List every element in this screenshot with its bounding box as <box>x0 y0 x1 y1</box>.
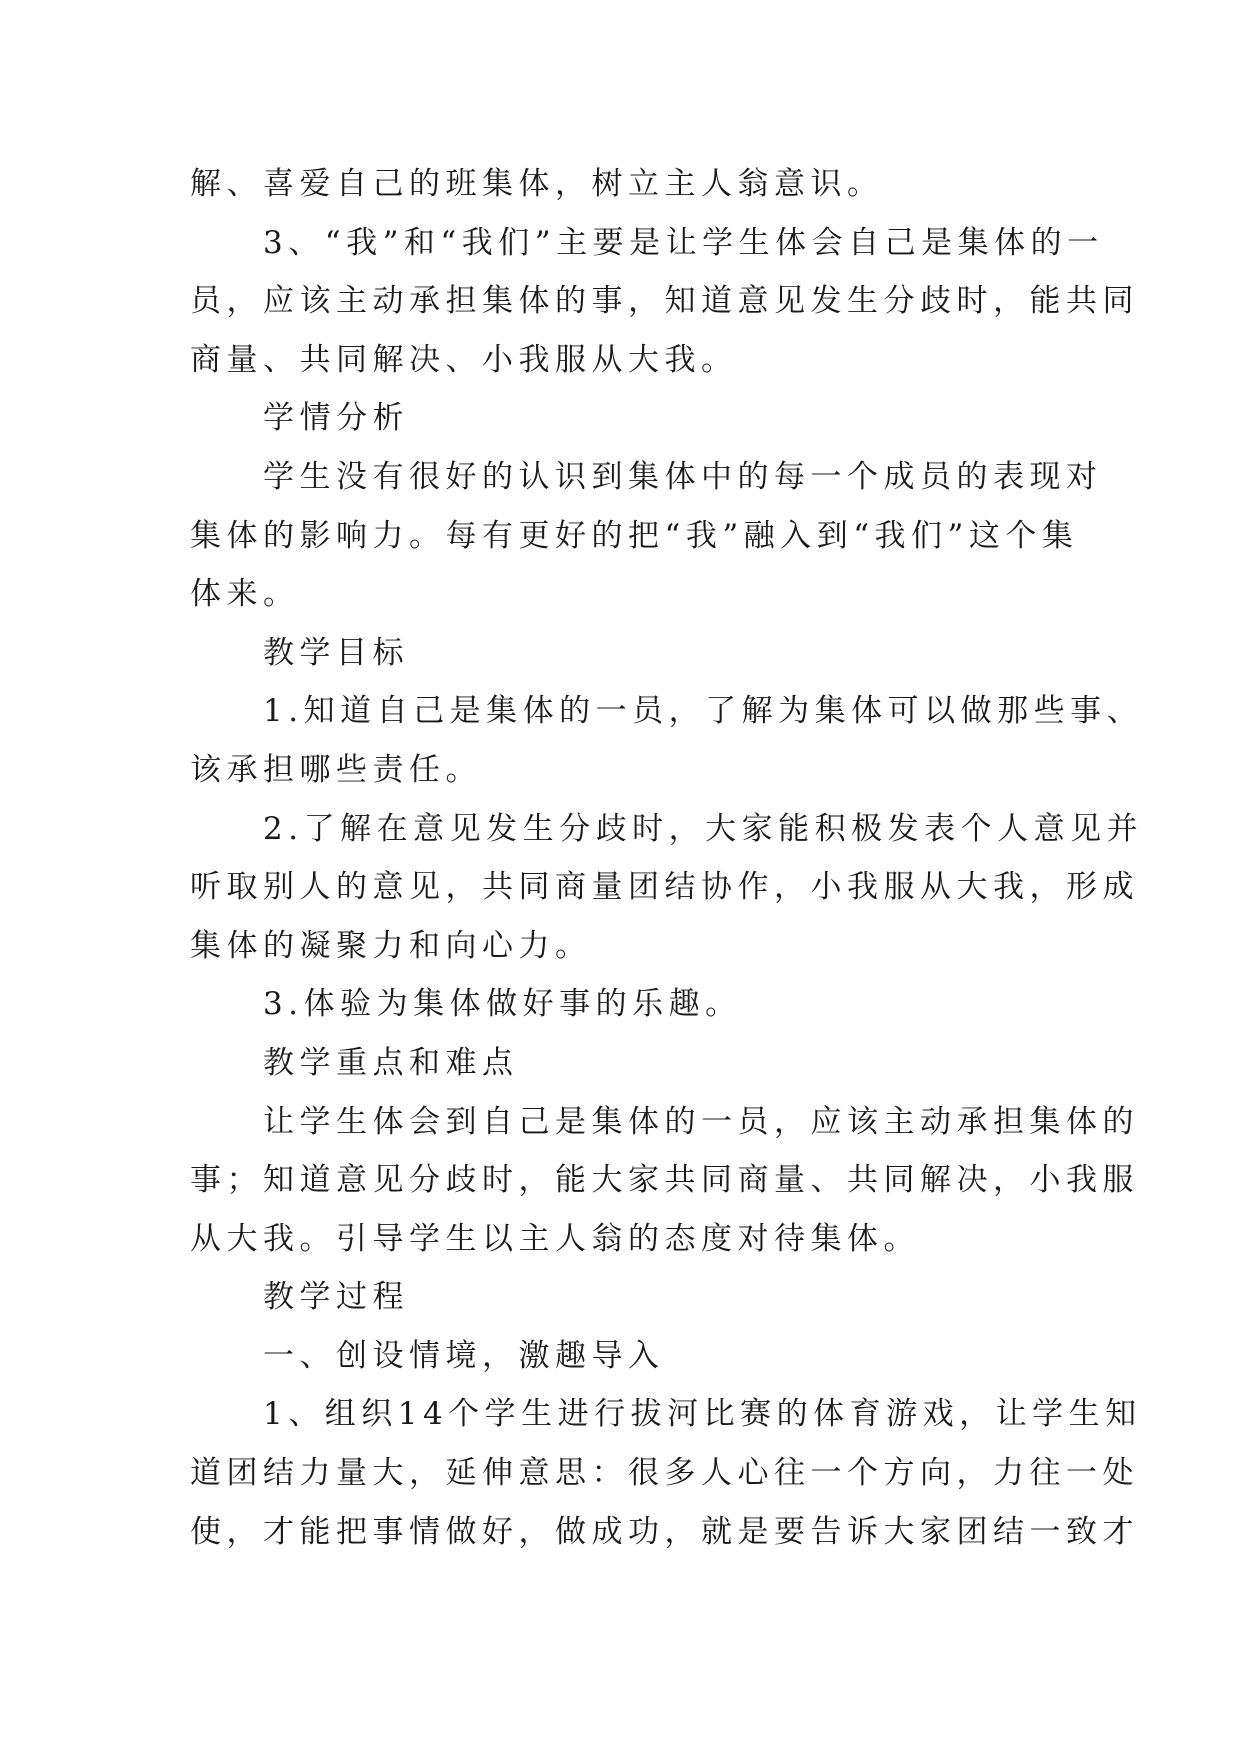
section-heading: 教学重点和难点 <box>190 1044 519 1081</box>
text-line: 3、“我”和“我们”主要是让学生体会自己是集体的一 <box>190 224 1104 261</box>
text-line: 1.知道自己是集体的一员，了解为集体可以做那些事、 <box>190 693 1144 730</box>
section-heading: 学情分析 <box>190 400 409 437</box>
text-line: 让学生体会到自己是集体的一员，应该主动承担集体的 <box>190 1103 1139 1140</box>
text-line: 从大我。引导学生以主人翁的态度对待集体。 <box>190 1220 920 1257</box>
text-line: 听取别人的意见，共同商量团结协作，小我服从大我，形成 <box>190 869 1139 906</box>
document-body <box>190 155 1144 1561</box>
text-line: 使，才能把事情做好，做成功，就是要告诉大家团结一致才 <box>190 1513 1139 1550</box>
text-line: 道团结力量大，延伸意思：很多人心往一个方向，力往一处 <box>190 1455 1139 1492</box>
text-line: 2.了解在意见发生分歧时，大家能积极发表个人意见并 <box>190 810 1144 847</box>
text-line: 集体的影响力。每有更好的把“我”融入到“我们”这个集 <box>190 517 1079 554</box>
section-heading: 教学过程 <box>190 1279 409 1316</box>
text-line: 员，应该主动承担集体的事，知道意见发生分歧时，能共同 <box>190 283 1139 320</box>
text-line: 学生没有很好的认识到集体中的每一个成员的表现对 <box>190 458 1103 495</box>
text-line: 商量、共同解决、小我服从大我。 <box>190 341 738 378</box>
text-line: 3.体验为集体做好事的乐趣。 <box>190 986 742 1023</box>
section-heading: 一、创设情境，激趣导入 <box>190 1337 665 1374</box>
text-line: 集体的凝聚力和向心力。 <box>190 927 592 964</box>
text-line: 体来。 <box>190 576 300 613</box>
text-line: 1、组织14个学生进行拔河比赛的体育游戏，让学生知 <box>190 1396 1142 1433</box>
text-line: 解、喜爱自己的班集体，树立主人翁意识。 <box>190 166 884 202</box>
text-line: 该承担哪些责任。 <box>190 751 482 788</box>
text-line: 事；知道意见分歧时，能大家共同商量、共同解决，小我服 <box>190 1162 1139 1199</box>
section-heading: 教学目标 <box>190 634 409 671</box>
